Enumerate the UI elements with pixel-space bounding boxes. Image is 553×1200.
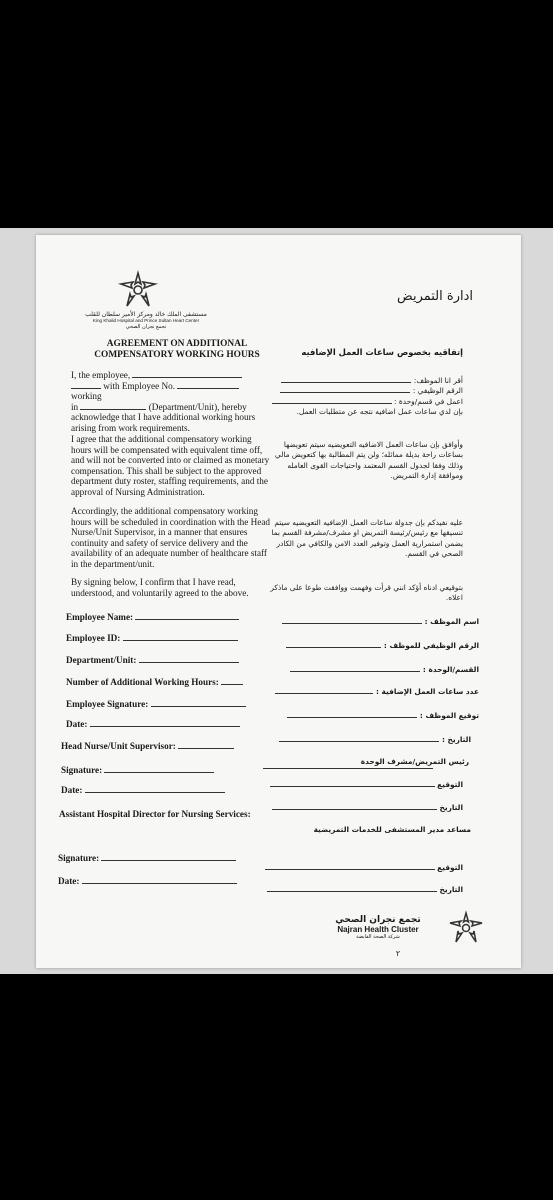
ar-field-assistant-director: مساعد مدير المستشفى للخدمات التمريضية: [313, 825, 471, 834]
arabic-paragraph-4: بتوقيعي ادناه أؤكد انني قرأت وفهمت ووافقت طوعا على ماذكر اعلاه.: [270, 583, 463, 603]
ar-field-department: القسم/الوحدة :: [259, 665, 479, 675]
ar-field-assistant-date: التاريخ: [253, 885, 463, 895]
ar-field-date: التاريخ :: [251, 735, 471, 745]
page-number: ٢: [395, 949, 401, 958]
field-department: Department/Unit:: [66, 655, 286, 666]
arabic-paragraph-1: أقر انا الموظف: الرقم الوظيفي : اعمل في قسم/وحدة : بإن لدي ساعات عمل اضافيه نتجه عن متطلبات العمل.: [253, 376, 463, 418]
cluster-name-en: Najran Health Cluster: [337, 925, 419, 934]
hospital-name-ar: مستشفى الملك خالد ومركز الأمير سلطان للقلب: [85, 311, 207, 318]
ar-field-employee-name: اسم الموظف :: [259, 617, 479, 627]
najran-cluster-logo-icon: [444, 910, 488, 946]
field-date: Date:: [66, 719, 286, 730]
english-paragraph-1: I, the employee, with Employee No. working in (Department/Unit), hereby acknowledge that I have additional working hours arising from work requirements.: [71, 370, 256, 433]
field-employee-name: Employee Name:: [66, 612, 286, 623]
ar-field-additional-hours: عدد ساعات العمل الإضافية :: [259, 687, 479, 697]
arabic-paragraph-2: وأوافق بإن ساعات العمل الاضافيه التعويضيه سيتم تعويضها بساعات راحة بديلة مماثله؛ ولن يتم المطالبة بها كتعويض مالي وذلك وفقا لجدول القسم المعتمد واحتياجات القوى العامله وموافقة إدارة التمريض.: [274, 440, 463, 481]
cluster-name-ar: تجمع نجران الصحي: [335, 915, 421, 925]
ar-field-employee-signature: توقيع الموظف :: [259, 711, 479, 721]
field-assistant-date: Date:: [58, 876, 278, 887]
english-title: AGREEMENT ON ADDITIONAL COMPENSATORY WORKING HOURS: [94, 339, 260, 360]
hospital-logo-icon: [116, 270, 160, 310]
ar-line-head: [263, 767, 433, 769]
ar-field-assistant-signature: التوقيع: [253, 863, 463, 873]
field-head-date: Date:: [61, 785, 281, 796]
hospital-name-en: King Khalid Hospital and Prince Sultan Heart Center: [92, 318, 200, 323]
field-head-signature: Signature:: [61, 765, 281, 776]
ar-field-head-signature: التوقيع: [253, 780, 463, 790]
field-assistant-signature: Signature:: [58, 853, 278, 864]
field-assistant-director: Assistant Hospital Director for Nursing Services:: [59, 809, 251, 819]
arabic-paragraph-3: عليه نفيدكم بإن جدولة ساعات العمل الإضافيه التعويضيه سيتم تنسيقها مع رئيس/رئيسة التمريض او مشرف/مشرفة القسم بما يضمن استمرارية العمل وتوفير العدد الامن والكافي من الكادر الصحي في القسم.: [271, 518, 463, 559]
ar-field-head-nurse: رئيس التمريض/مشرف الوحدة: [360, 757, 469, 766]
english-paragraph-4: By signing below, I confirm that I have read, understood, and voluntarily agreed to the above.: [71, 577, 249, 598]
nursing-admin-heading: ادارة التمريض: [397, 289, 473, 304]
field-head-nurse: Head Nurse/Unit Supervisor:: [61, 741, 281, 752]
field-additional-hours: Number of Additional Working Hours:: [66, 677, 286, 688]
cluster-name-ar-small: تجمع نجران الصحي: [125, 324, 167, 330]
field-employee-id: Employee ID:: [66, 633, 286, 644]
english-paragraph-3: Accordingly, the additional compensatory working hours will be scheduled in coordination with the Head Nurse/Unit Supervisor, in a manner that ensures continuity and safety of service delivery and the availability of an adequate number of healthcare staff in the department/unit.: [71, 506, 271, 569]
ar-field-employee-id: الرقم الوظيفي للموظف :: [259, 641, 479, 651]
ar-field-head-date: التاريخ: [253, 803, 463, 813]
arabic-title: إتفاقيه بخصوص ساعات العمل الإضافيه: [301, 347, 463, 357]
field-employee-signature: Employee Signature:: [66, 699, 286, 710]
document-page: [36, 235, 521, 968]
english-paragraph-2: I agree that the additional compensatory working hours will be compensated with equivalent time off, and will not be converted into or claimed as monetary compensation. This shall be subject to the approved department duty roster, staffing requirements, and the approval of Nursing Administration.: [71, 434, 270, 497]
cluster-subtitle-ar: شركة الصحة القابضة: [356, 934, 400, 940]
